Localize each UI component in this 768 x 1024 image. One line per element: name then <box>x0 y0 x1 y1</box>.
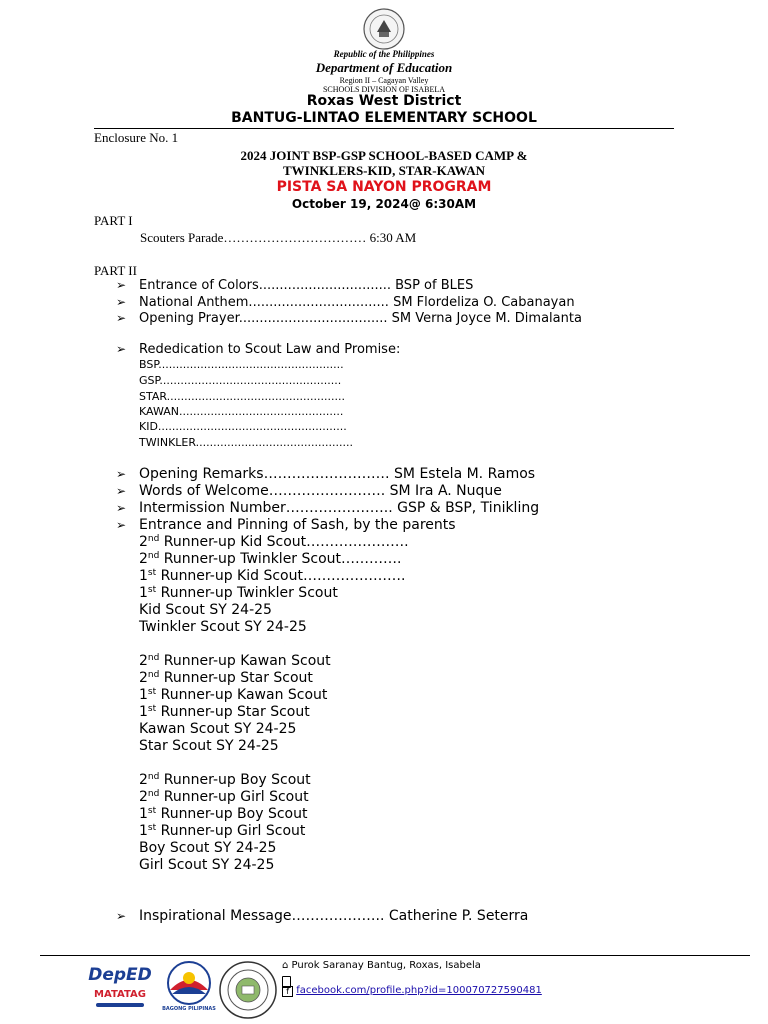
part2-label: PART II <box>94 263 137 278</box>
rededication-line: BSP..................................................... <box>139 358 344 371</box>
program-item-text: Entrance of Colors................................ BSP of BLES <box>139 278 474 293</box>
program-item <box>116 908 126 924</box>
matatag-swoosh <box>96 1003 144 1007</box>
home-icon: ⌂ <box>282 960 289 971</box>
enclosure-label: Enclosure No. 1 <box>94 130 179 145</box>
sash-line: 1st Runner-up Boy Scout <box>139 806 308 822</box>
part1-label: PART I <box>94 213 133 228</box>
program-item <box>116 278 126 293</box>
district-line: Roxas West District <box>306 93 462 109</box>
program-item-text: Entrance and Pinning of Sash, by the parents <box>139 517 456 533</box>
sash-line: 1st Runner-up Girl Scout <box>139 823 306 839</box>
program-item <box>116 500 126 516</box>
sash-line: 1st Runner-up Twinkler Scout <box>139 585 338 601</box>
arrow-bullet-icon: ➢ <box>116 467 127 481</box>
sash-line: 1st Runner-up Kid Scout…………………. <box>139 568 406 584</box>
sash-line: Girl Scout SY 24-25 <box>139 857 275 873</box>
header-divider <box>94 128 674 129</box>
program-title: PISTA SA NAYON PROGRAM <box>276 179 492 195</box>
sash-line: 2nd Runner-up Kawan Scout <box>139 653 331 669</box>
division-line: SCHOOLS DIVISION OF ISABELA <box>322 85 445 94</box>
republic-line: Republic of the Philippines <box>333 49 435 59</box>
rededication-line: GSP.................................................... <box>139 374 342 387</box>
sash-line: 2nd Runner-up Boy Scout <box>139 772 311 788</box>
deped-logo-text: DepED <box>88 965 152 985</box>
address-text: Purok Saranay Bantug, Roxas, Isabela <box>291 960 481 971</box>
matatag-logo-text: MATATAG <box>94 989 146 1000</box>
school-seal <box>218 960 278 1020</box>
title-line-1: 2024 JOINT BSP-GSP SCHOOL-BASED CAMP & <box>240 148 528 163</box>
program-item <box>116 466 126 482</box>
deped-matatag-logo <box>88 963 152 1015</box>
program-item <box>116 517 126 533</box>
bagong-pilipinas-logo <box>162 960 216 1016</box>
rededication-label: Rededication to Scout Law and Promise: <box>139 342 401 357</box>
bagong-pilipinas-text: BAGONG PILIPINAS <box>162 1006 216 1012</box>
deped-seal <box>357 8 411 50</box>
footer-divider <box>40 955 750 956</box>
rededication-line: KAWAN............................................... <box>139 405 344 418</box>
program-item <box>116 295 126 310</box>
address-line <box>282 960 481 971</box>
sash-line: 1st Runner-up Star Scout <box>139 704 310 720</box>
sash-line: Kawan Scout SY 24-25 <box>139 721 297 737</box>
program-item-text: Intermission Number………………….. GSP & BSP, Tinikling <box>139 500 540 516</box>
region-line: Region II – Cagayan Valley <box>339 76 429 85</box>
rededication-line: STAR................................................... <box>139 390 345 403</box>
program-item-text: Words of Welcome……………………. SM Ira A. Nuque <box>139 483 502 499</box>
program-item-text: Opening Remarks……………………… SM Estela M. Ramos <box>139 466 536 482</box>
sash-line: 2nd Runner-up Kid Scout…………………. <box>139 534 409 550</box>
school-name: BANTUG-LINTAO ELEMENTARY SCHOOL <box>231 110 537 126</box>
arrow-bullet-icon: ➢ <box>116 295 127 309</box>
inspirational-message: Inspirational Message……………….. Catherine P. Seterra <box>139 908 529 924</box>
title-line-2: TWINKLERS-KID, STAR-KAWAN <box>282 163 485 178</box>
program-item-text: National Anthem.................................. SM Flordeliza O. Cabanayan <box>139 295 575 310</box>
sash-line: Star Scout SY 24-25 <box>139 738 279 754</box>
rededication-line: TWINKLER............................................. <box>139 436 353 449</box>
facebook-link-line <box>282 985 542 997</box>
arrow-bullet-icon: ➢ <box>116 342 127 356</box>
arrow-bullet-icon: ➢ <box>116 311 127 325</box>
department-line: Department of Education <box>315 60 453 75</box>
arrow-bullet-icon: ➢ <box>116 518 127 532</box>
sash-line: 2nd Runner-up Star Scout <box>139 670 313 686</box>
program-item <box>116 342 126 357</box>
arrow-bullet-icon: ➢ <box>116 909 127 923</box>
sash-line: Boy Scout SY 24-25 <box>139 840 277 856</box>
sash-line: Kid Scout SY 24-25 <box>139 602 272 618</box>
program-item-text: Opening Prayer.................................... SM Verna Joyce M. Dimalanta <box>139 311 582 326</box>
program-date: October 19, 2024@ 6:30AM <box>291 197 477 211</box>
facebook-icon: f <box>282 986 293 997</box>
sash-line: 1st Runner-up Kawan Scout <box>139 687 328 703</box>
program-item <box>116 311 126 326</box>
part1-item: Scouters Parade…………………………… 6:30 AM <box>140 230 417 245</box>
arrow-bullet-icon: ➢ <box>116 484 127 498</box>
sash-line: 2nd Runner-up Girl Scout <box>139 789 309 805</box>
arrow-bullet-icon: ➢ <box>116 501 127 515</box>
facebook-link[interactable]: facebook.com/profile.php?id=100070727590481 <box>296 985 542 996</box>
sash-line: 2nd Runner-up Twinkler Scout…………. <box>139 551 402 567</box>
program-item <box>116 483 126 499</box>
rededication-line: KID...................................................... <box>139 420 347 433</box>
arrow-bullet-icon: ➢ <box>116 278 127 292</box>
sash-line: Twinkler Scout SY 24-25 <box>139 619 307 635</box>
